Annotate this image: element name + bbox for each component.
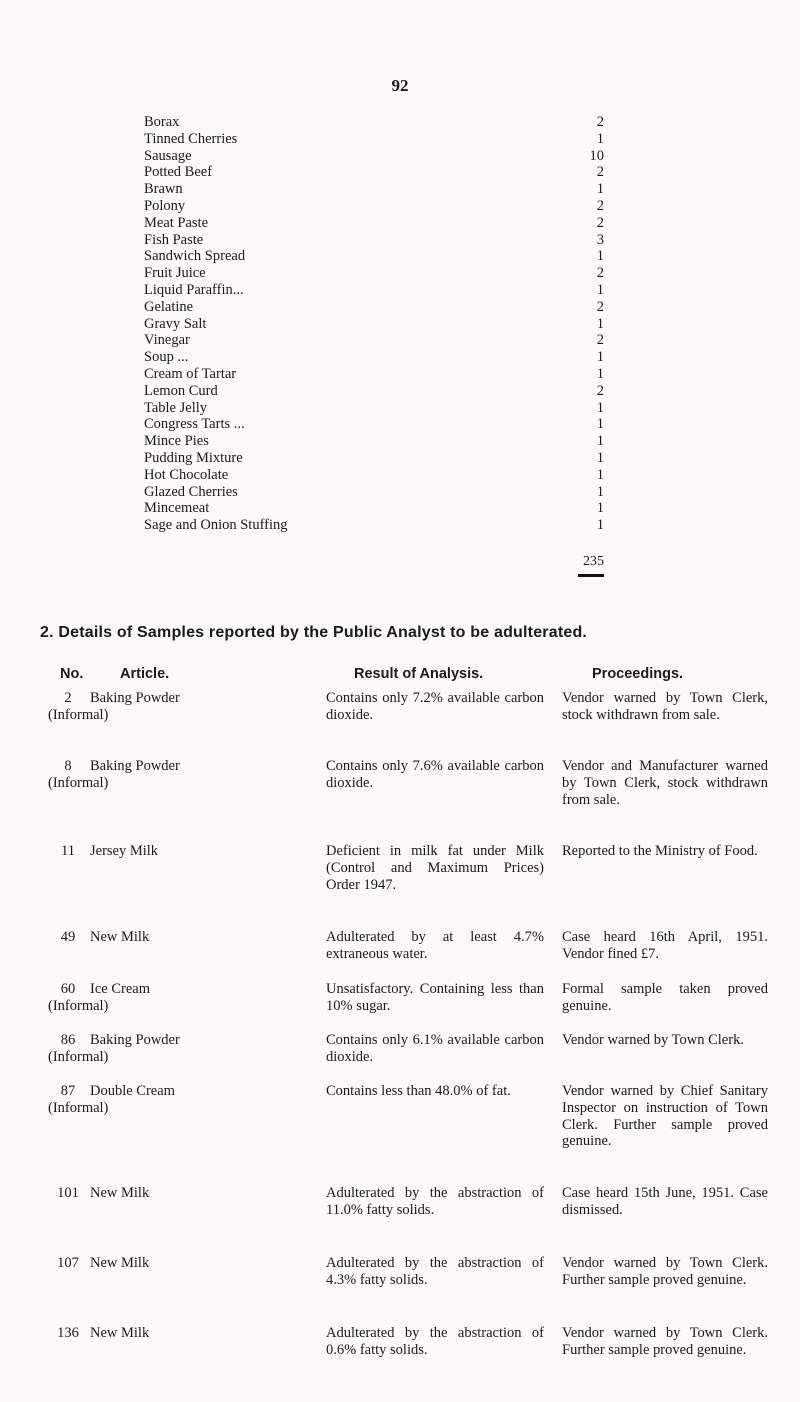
article-qualifier: (Informal) bbox=[48, 774, 109, 791]
item-count: 1 bbox=[596, 449, 604, 466]
item-row bbox=[144, 148, 604, 165]
item-name: Glazed Cherries bbox=[144, 483, 238, 500]
analysis-result: Contains less than 48.0% of fat. bbox=[326, 1083, 511, 1099]
leader-dots bbox=[190, 332, 576, 349]
proceedings: Formal sample taken proved genuine. bbox=[562, 981, 768, 1014]
item-name: Fruit Juice bbox=[144, 265, 206, 282]
leader-dots bbox=[203, 232, 576, 249]
header-result: Result of Analysis. bbox=[354, 666, 484, 682]
item-count: 2 bbox=[596, 298, 604, 315]
item-count: 2 bbox=[596, 197, 604, 214]
total-double-rule bbox=[578, 574, 604, 577]
proceedings: Case heard 16th April, 1951. Vendor fined £7. bbox=[562, 929, 768, 962]
leader-dots bbox=[206, 265, 576, 282]
item-row bbox=[144, 467, 604, 484]
item-name: Sandwich Spread bbox=[144, 248, 246, 265]
sample-no: 8 bbox=[64, 758, 72, 774]
header-proceedings: Proceedings. bbox=[592, 666, 684, 682]
sample-count-list bbox=[144, 114, 604, 534]
item-count: 2 bbox=[596, 114, 604, 130]
article-name: Baking Powder bbox=[90, 758, 180, 774]
item-name: Meat Paste bbox=[144, 214, 209, 231]
item-count: 1 bbox=[596, 130, 604, 147]
item-row bbox=[144, 164, 604, 181]
item-row bbox=[144, 232, 604, 249]
item-count: 1 bbox=[596, 416, 604, 433]
item-name: Sausage bbox=[144, 147, 192, 164]
sample-no: 2 bbox=[64, 690, 72, 706]
item-count: 2 bbox=[596, 164, 604, 181]
sample-article bbox=[48, 758, 220, 792]
item-row bbox=[144, 366, 604, 383]
leader-dots bbox=[238, 484, 576, 501]
leader-dots bbox=[237, 131, 576, 148]
article-name: New Milk bbox=[90, 1255, 150, 1271]
item-name: Mince Pies bbox=[144, 433, 209, 450]
proceedings: Vendor warned by Town Clerk. bbox=[562, 1032, 744, 1048]
item-name: Borax bbox=[144, 114, 180, 130]
analysis-result: Contains only 6.1% available carbon dioxide. bbox=[326, 1032, 544, 1065]
proceedings: Reported to the Ministry of Food. bbox=[562, 843, 758, 859]
leader-dots bbox=[218, 383, 576, 400]
item-row bbox=[144, 181, 604, 198]
item-count: 1 bbox=[596, 500, 604, 517]
item-name: Brawn bbox=[144, 181, 183, 198]
item-name: Mincemeat bbox=[144, 500, 210, 517]
sample-no: 87 bbox=[60, 1083, 76, 1099]
article-qualifier: (Informal) bbox=[48, 1048, 109, 1065]
item-row bbox=[144, 114, 604, 131]
article-name: Double Cream bbox=[90, 1083, 175, 1099]
item-count: 10 bbox=[589, 147, 604, 164]
sample-article bbox=[48, 690, 220, 724]
item-name: Polony bbox=[144, 197, 186, 214]
leader-dots bbox=[208, 215, 576, 232]
article-name: Jersey Milk bbox=[90, 843, 159, 859]
item-row bbox=[144, 131, 604, 148]
item-name: Sage and Onion Stuffing bbox=[144, 517, 288, 534]
proceedings: Vendor warned by Town Clerk. Further sample proved genuine. bbox=[562, 1255, 768, 1288]
item-row bbox=[144, 332, 604, 349]
item-name: Hot Chocolate bbox=[144, 466, 229, 483]
article-name: Baking Powder bbox=[90, 1032, 180, 1048]
proceedings: Vendor warned by Town Clerk. Further sample proved genuine. bbox=[562, 1325, 768, 1358]
item-name: Gelatine bbox=[144, 298, 194, 315]
item-row bbox=[144, 198, 604, 215]
leader-dots bbox=[188, 349, 576, 366]
item-row bbox=[144, 400, 604, 417]
item-row bbox=[144, 383, 604, 400]
item-row bbox=[144, 215, 604, 232]
sample-no: 49 bbox=[60, 929, 76, 945]
item-count: 1 bbox=[596, 483, 604, 500]
item-name: Table Jelly bbox=[144, 399, 208, 416]
leader-dots bbox=[192, 148, 576, 165]
item-name: Fish Paste bbox=[144, 231, 204, 248]
proceedings: Vendor warned by Chief Sanitary Inspector on instruction of Town Clerk. Further sample proved genuine. bbox=[562, 1083, 768, 1150]
item-count: 1 bbox=[596, 349, 604, 366]
analysis-result: Adulterated by the abstraction of 0.6% fatty solids. bbox=[326, 1325, 544, 1358]
item-count: 3 bbox=[596, 231, 604, 248]
item-count: 1 bbox=[596, 248, 604, 265]
item-name: Liquid Paraffin... bbox=[144, 281, 244, 298]
leader-dots bbox=[244, 282, 576, 299]
leader-dots bbox=[206, 316, 576, 333]
leader-dots bbox=[243, 450, 576, 467]
item-count: 1 bbox=[596, 181, 604, 198]
leader-dots bbox=[183, 181, 576, 198]
leader-dots bbox=[179, 114, 576, 131]
article-qualifier: (Informal) bbox=[48, 706, 109, 723]
item-row bbox=[144, 265, 604, 282]
leader-dots bbox=[209, 500, 576, 517]
item-row bbox=[144, 517, 604, 534]
sample-no: 136 bbox=[57, 1325, 79, 1341]
sample-no: 107 bbox=[57, 1255, 79, 1271]
item-name: Vinegar bbox=[144, 332, 190, 349]
leader-dots bbox=[207, 400, 576, 417]
item-count: 1 bbox=[596, 281, 604, 298]
item-row bbox=[144, 349, 604, 366]
item-count: 2 bbox=[596, 214, 604, 231]
item-name: Potted Beef bbox=[144, 164, 213, 181]
item-count: 2 bbox=[596, 265, 604, 282]
item-row bbox=[144, 433, 604, 450]
leader-dots bbox=[209, 433, 576, 450]
proceedings: Vendor and Manufacturer warned by Town Clerk, stock withdrawn from sale. bbox=[562, 758, 768, 808]
analysis-result: Adulterated by the abstraction of 11.0% fatty solids. bbox=[326, 1185, 544, 1218]
analysis-result: Deficient in milk fat under Milk (Control and Maximum Prices) Order 1947. bbox=[326, 843, 544, 893]
analysis-result: Contains only 7.6% available carbon dioxide. bbox=[326, 758, 544, 791]
item-name: Lemon Curd bbox=[144, 382, 218, 399]
item-name: Tinned Cherries bbox=[144, 130, 238, 147]
item-row bbox=[144, 316, 604, 333]
item-count: 1 bbox=[596, 399, 604, 416]
article-name: New Milk bbox=[90, 1185, 150, 1201]
sample-no: 101 bbox=[57, 1185, 79, 1201]
item-count: 1 bbox=[596, 517, 604, 534]
leader-dots bbox=[228, 467, 576, 484]
article-qualifier: (Informal) bbox=[48, 997, 109, 1014]
item-name: Cream of Tartar bbox=[144, 365, 237, 382]
sample-article bbox=[90, 843, 220, 860]
analysis-result: Contains only 7.2% available carbon dioxide. bbox=[326, 690, 544, 723]
article-name: New Milk bbox=[90, 929, 150, 945]
item-name: Soup ... bbox=[144, 349, 189, 366]
item-count: 1 bbox=[596, 466, 604, 483]
item-name: Gravy Salt bbox=[144, 315, 207, 332]
leader-dots bbox=[288, 517, 576, 534]
item-count: 2 bbox=[596, 332, 604, 349]
article-name: Baking Powder bbox=[90, 690, 180, 706]
leader-dots bbox=[236, 366, 576, 383]
header-article: Article. bbox=[120, 666, 170, 682]
item-row bbox=[144, 282, 604, 299]
item-count: 1 bbox=[596, 365, 604, 382]
sample-article bbox=[90, 1255, 220, 1272]
item-count: 1 bbox=[596, 315, 604, 332]
proceedings: Case heard 15th June, 1951. Case dismissed. bbox=[562, 1185, 768, 1218]
leader-dots bbox=[245, 416, 576, 433]
item-name: Congress Tarts ... bbox=[144, 416, 245, 433]
item-row bbox=[144, 248, 604, 265]
sample-no: 86 bbox=[60, 1032, 76, 1048]
item-row bbox=[144, 416, 604, 433]
item-row bbox=[144, 299, 604, 316]
sample-article bbox=[90, 929, 220, 946]
item-count: 1 bbox=[596, 433, 604, 450]
page-number: 92 bbox=[391, 76, 409, 95]
item-count: 2 bbox=[596, 382, 604, 399]
analysis-result: Adulterated by at least 4.7% extraneous water. bbox=[326, 929, 544, 962]
section-title: 2. Details of Samples reported by the Public Analyst to be adulterated. bbox=[40, 624, 588, 641]
article-name: New Milk bbox=[90, 1325, 150, 1341]
article-qualifier: (Informal) bbox=[48, 1099, 109, 1116]
header-no: No. bbox=[60, 666, 84, 682]
leader-dots bbox=[185, 198, 576, 215]
proceedings: Vendor warned by Town Clerk, stock withdrawn from sale. bbox=[562, 690, 768, 723]
sample-article bbox=[90, 1325, 220, 1342]
leader-dots bbox=[193, 299, 576, 316]
leader-dots bbox=[212, 164, 576, 181]
analysis-result: Unsatisfactory. Containing less than 10% sugar. bbox=[326, 981, 544, 1014]
leader-dots bbox=[245, 248, 576, 265]
sample-no: 11 bbox=[61, 843, 75, 859]
analysis-result: Adulterated by the abstraction of 4.3% fatty solids. bbox=[326, 1255, 544, 1288]
item-row bbox=[144, 450, 604, 467]
item-row bbox=[144, 500, 604, 517]
item-name: Pudding Mixture bbox=[144, 449, 243, 466]
sample-no: 60 bbox=[60, 981, 76, 997]
sample-total: 235 bbox=[583, 554, 604, 569]
item-row bbox=[144, 484, 604, 501]
article-name: Ice Cream bbox=[90, 981, 150, 997]
sample-article bbox=[90, 1185, 220, 1202]
